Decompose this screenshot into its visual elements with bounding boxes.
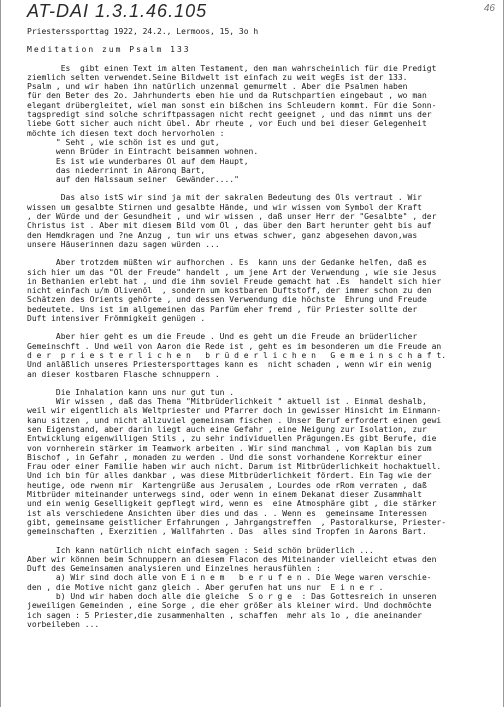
text-line: den Hemdkragen und ?ne Anzug , tun wir uns etwas schwer, ganz abgesehen davon,was bbox=[27, 230, 418, 240]
text-line: weil wir eigentlich als Weltpriester und Pfarrer doch in gewisser Hinsicht im Einmann- bbox=[27, 406, 442, 416]
text-line: und ein wenig Geselligkeit gepflegt wird, wenn es eine Atmosphäre gibt , die stärker bbox=[27, 499, 437, 509]
text-line: unsere Häuserinnen dazu sagen würden ... bbox=[27, 239, 220, 249]
text-line: Es ist wie wunderbares Öl auf dem Haupt, bbox=[27, 156, 249, 166]
document-header: Priesterssporttag 1922, 24.2., Lermoos, 15, 3o h bbox=[27, 27, 259, 36]
text-line: ist als verschiedene Ansichten über dies und das . . Wenn es gemeinsame Interessen bbox=[27, 508, 427, 518]
document-body bbox=[27, 27, 495, 629]
text-line: ich sagen : 5 Priester,die zusammenhalten , schaffen mehr als 1o , die aneinander bbox=[27, 610, 422, 620]
text-line: an dieser kostbaren Flasche schnuppern . bbox=[27, 369, 220, 379]
text-line: Aber hier geht es um die Freude . Und es geht um die Freude an brüderlicher bbox=[27, 332, 418, 342]
text-line: ziemlich selten verwendet.Seine Bildwelt ist einfach zu weit wegEs ist der 133. bbox=[27, 72, 408, 82]
text-line: nicht einfach u/m Olivenöl , sondern um kostbaren Duftstoff, der immer schon zu den bbox=[27, 286, 432, 296]
paragraph bbox=[27, 258, 495, 323]
text-line: bedeutete. Uns ist im allgemeinen das Parfüm eher fremd , für Priester sollte der bbox=[27, 304, 418, 314]
paragraph bbox=[27, 193, 495, 249]
document-title: Meditation zum Psalm 133 bbox=[27, 45, 191, 55]
paragraph bbox=[27, 64, 495, 185]
text-line: gemeinschaften , Exerzitien , Wallfahrten . Das alles sind Tropfen in Aarons Bart. bbox=[27, 527, 427, 537]
text-line: elegant drübergleitet, wiel man sonst ein bißchen ins Schleudern kommt. Für die Sonn- bbox=[27, 100, 437, 110]
text-line: für den Beter des 2o. Jahrhunderts eben hie und da Rutschpartien eingebaut , wo man bbox=[27, 91, 427, 101]
text-line: b) Und wir haben doch alle die gleiche S o r g e : Das Gottesreich in unseren bbox=[27, 592, 437, 602]
archive-stamp: AT-DAI 1.3.1.46.105 bbox=[27, 1, 208, 21]
text-line: wissen um gesalbte Stirnen und gesalbte Hände, und wir wissen vom Symbol der Kraft bbox=[27, 202, 422, 212]
text-line: Und ich bin für alles dankbar , was diese Mitbrüderlichkeit fördert. Ein Tag wie der bbox=[27, 471, 432, 481]
paragraph bbox=[27, 388, 495, 537]
text-line: Duft des Gemeinsamen analysieren und Einzelnes herausfühlen : bbox=[27, 564, 321, 574]
text-line: " Seht , wie schön ist es und gut, bbox=[27, 137, 220, 147]
text-line: sich hier um das "Öl der Freude" handelt , um jene Art der Verwendung , wie sie Jesus bbox=[27, 267, 437, 277]
text-line: d e r p r i e s t e r l i c h e n b r ü d e r l i c h e n G e m e i n s c h a f t. bbox=[27, 350, 447, 360]
text-line: das niederrinnt in Aäronq Bart, bbox=[27, 165, 206, 175]
paragraph bbox=[27, 332, 495, 378]
text-line: in Bethanien erlebt hat , und die ihm soviel Freude gemacht hat .Es handelt sich hier bbox=[27, 276, 442, 286]
text-line: Gemeinschft . Und weil von Aaron die Rede ist , geht es im besonderen um die Freude an bbox=[27, 341, 442, 351]
text-line: gibt, gemeinsame geistlicher Erfahrungen , Jahrgangstreffen , Pastoralkurse, Priester- bbox=[27, 517, 447, 527]
text-line: tagspredigt sind solche schriftpassagen nicht recht geeignet , und das nimmt uns der bbox=[27, 110, 432, 120]
text-line: , der Würde und der Gesundheit , und wir wissen , daß unser Herr der "Gesalbte" , der bbox=[27, 212, 437, 222]
page-number: 46 bbox=[483, 3, 495, 14]
text-line: liebe Gott sicher auch nicht übel. Abr rheute , vor Euch und bei dieser Gelegenheit bbox=[27, 119, 427, 129]
text-line: Mitbrüder miteinander unterwegs sind, oder wenn in einem Dekanat dieser Zusammhalt bbox=[27, 490, 422, 500]
text-line: sen Eigenstand, aber darin liegt auch eine Gefahr , eine Neigung zur Isolation, zur bbox=[27, 424, 427, 434]
text-line: Aber wir können beim Schnuppern an diesem Flacon des Miteinander vielleicht etwas den bbox=[27, 554, 437, 564]
text-line: Aber trotzdem müßten wir aufhorchen . Es kann uns der Gedanke helfen, daß es bbox=[27, 258, 427, 268]
text-line: Christus ist . Aber mit diesem Bild vom Öl , das über den Bart herunter geht bis auf bbox=[27, 221, 432, 231]
paragraphs bbox=[27, 64, 495, 630]
text-line: wenn Brüder in Eintracht beisammen wohnen. bbox=[27, 147, 259, 157]
text-line: den , die Motive nicht ganz gleich . Aber gerufen hat uns nur E i n e r . bbox=[27, 582, 384, 592]
text-line: Es gibt einen Text im alten Testament, den man wahrscheinlich für die Predigt bbox=[27, 63, 437, 73]
text-line: Das also istS wir sind ja mit der sakralen Bedeutung des Öls vertraut . Wir bbox=[27, 193, 422, 203]
text-line: von vornherein stärker im Teamwork arbeiten . Wir sind manchmal , vom Kaplan bis zum bbox=[27, 443, 432, 453]
text-line: Frau oder einer Familie haben wir auch nicht. Darum ist Mitbrüderlichkeit hochaktuell. bbox=[27, 462, 442, 472]
text-line: möchte ich diesen text doch hervorholen : bbox=[27, 128, 225, 138]
text-line: jeweiligen Gemeinden , eine Sorge , die eher größer als kleiner wird. Und dochmöchte bbox=[27, 601, 432, 611]
text-line: auf den Halssaum seiner Gewänder...." bbox=[27, 175, 239, 185]
text-line: Ich kann natürlich nicht einfach sagen : Seid schön brüderlich ... bbox=[27, 545, 374, 555]
text-line: vorbeileben ... bbox=[27, 619, 100, 629]
text-line: Entwicklung eigenwilligen Stils , zu sehr individuellen Prägungen.Es gibt Berufe, die bbox=[27, 434, 437, 444]
text-line: kanu sitzen , und nicht allzuviel gemeinsam fischen . Unser Beruf erfordert einen gewi bbox=[27, 415, 442, 425]
text-line: Wir wissen , daß das Thema "Mitbrüderlichkeit " aktuell ist . Einmal deshalb, bbox=[27, 397, 427, 407]
text-line: Bischof , in Gefahr , monaden zu werden . Und die sonst vorhandene Korrektur einer bbox=[27, 452, 422, 462]
text-line: a) Wir sind doch alle von E i n e m b e r u f e n . Die Wege waren verschie- bbox=[27, 573, 432, 583]
text-line: heutige, ode rwenn mir Kartengrüße aus Jerusalem , Lourdes ode rRom verraten , daß bbox=[27, 480, 427, 490]
text-line: Und anläßlich unseres Priestersporttages kann es nicht schaden , wenn wir ein wenig bbox=[27, 360, 432, 370]
paragraph bbox=[27, 546, 495, 630]
text-line: Duft intensiver Frömmigkeit genügen . bbox=[27, 314, 206, 324]
text-line: Psalm , und wir haben ihn natürlich unzenmal gemurmelt . Aber die Psalmen haben bbox=[27, 82, 408, 92]
text-line: Schätzen des Orients gehörte , und dessen Verwendung die höchste Ehrung und Freude bbox=[27, 295, 427, 305]
text-line: Die Inhalation kann uns nur gut tun . bbox=[27, 387, 235, 397]
